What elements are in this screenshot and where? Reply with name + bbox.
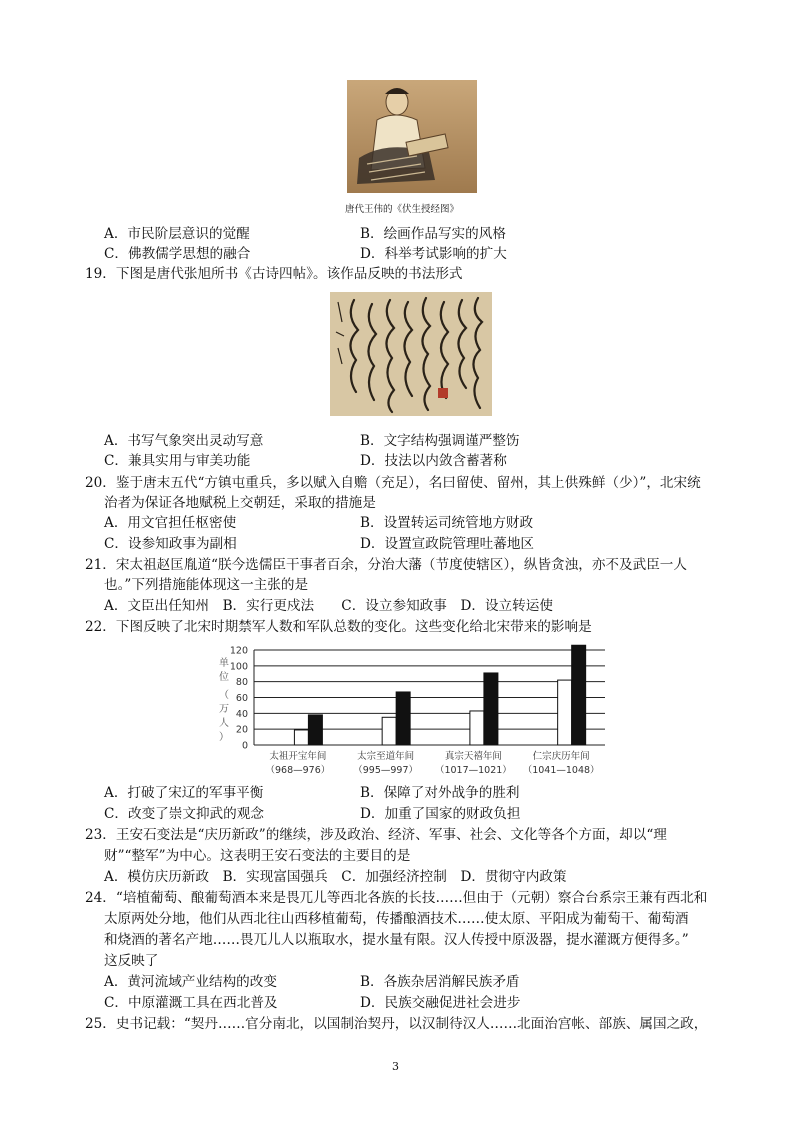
category-label-2: 真宗天禧年间 (444, 751, 502, 762)
category-years-2: （1017—1021） (434, 765, 512, 776)
ytick-label-5: 100 (229, 661, 248, 673)
q24-stem-line3: 和烧酒的著名产地……畏兀儿人以瓶取水，提水量有限。汉人传授中原汲器，提水灌溉方便得多。” (104, 932, 689, 948)
ytick-label-4: 80 (235, 677, 248, 689)
q19-stem: 19．下图是唐代张旭所书《古诗四帖》。该作品反映的书法形式 (85, 266, 463, 282)
category-label-3: 仁宗庆历年间 (532, 751, 590, 762)
painting-caption: 唐代王伟的《伏生授经图》 (345, 204, 460, 215)
q24-option-a: A．黄河流域产业结构的改变 (104, 974, 277, 990)
q20-option-b: B．设置转运司统管地方财政 (360, 515, 534, 531)
bar-series1-1 (396, 692, 410, 745)
q24-stem-line4: 这反映了 (104, 953, 159, 969)
q20-stem-line2: 治者为保证各地赋税上交朝廷，采取的措施是 (104, 495, 376, 511)
category-years-3: （1041—1048） (522, 765, 600, 776)
chart-ylabel-line2: 位 (219, 672, 229, 683)
q24-stem-line1: 24．“培植葡萄、酿葡萄酒本来是畏兀儿等西北各族的长技……但由于（元朝）察合台系宗王兼有西北和 (85, 890, 708, 906)
bar-series0-2 (470, 711, 484, 745)
q25-stem-line1: 25．史书记载：“契丹……官分南北，以国制治契丹，以汉制待汉人……北面治宫帐、部族、属国之政， (85, 1016, 708, 1032)
bar-series1-2 (484, 673, 498, 745)
q22-option-a: A．打破了宋辽的军事平衡 (104, 785, 264, 801)
q24-option-d: D．民族交融促进社会进步 (360, 995, 521, 1011)
bar-series0-0 (294, 730, 308, 745)
q24-option-c: C．中原灌溉工具在西北普及 (104, 995, 278, 1011)
q22-option-b: B．保障了对外战争的胜利 (360, 785, 520, 801)
q19-option-d: D．技法以内敛含蓄著称 (360, 453, 507, 469)
q22-option-d: D．加重了国家的财政负担 (360, 806, 521, 822)
ytick-label-6: 120 (229, 645, 248, 657)
bar-series0-1 (382, 717, 396, 745)
troops-bar-chart (210, 640, 610, 780)
q21-stem-line2: 也。”下列措施能体现这一主张的是 (104, 577, 309, 593)
q24-stem-line2: 太原两处分地，他们从西北往山西移植葡萄，传播酿酒技术……使太原、平阳成为葡萄干、葡萄酒 (104, 911, 689, 927)
bar-series1-0 (308, 715, 322, 745)
q21-stem-line1: 21．宋太祖赵匡胤道“朕今选儒臣干事者百余，分治大藩（节度使辖区），纵皆贪浊，亦不及武臣一人 (85, 557, 687, 573)
q18-option-b: B．绘画作品写实的风格 (360, 226, 506, 242)
bar-series0-3 (558, 680, 572, 745)
ytick-label-3: 60 (235, 693, 248, 704)
category-years-1: （995—997） (353, 765, 419, 776)
chart-ylabel-line4: 万 (219, 704, 229, 715)
ytick-label-1: 20 (235, 724, 248, 736)
ytick-label-2: 40 (235, 708, 248, 720)
q19-option-a: A．书写气象突出灵动写意 (104, 433, 264, 449)
bar-series1-3 (572, 645, 586, 745)
q23-options: A．模仿庆历新政 B．实现富国强兵 C．加强经济控制 D．贯彻守内政策 (104, 869, 567, 885)
q22-stem: 22．下图反映了北宋时期禁军人数和军队总数的变化。这些变化给北宋带来的影响是 (85, 619, 592, 635)
q20-stem-line1: 20．鉴于唐末五代“方镇屯重兵，多以赋入自赡（充足），名曰留使、留州，其上供殊鲜（少）”，北宋统 (85, 475, 701, 491)
q23-stem-line2: 财”“整军”为中心。这表明王安石变法的主要目的是 (104, 848, 411, 864)
q18-option-a: A．市民阶层意识的觉醒 (104, 226, 250, 242)
fusheng-painting-image (347, 80, 477, 193)
q18-option-d: D．科举考试影响的扩大 (360, 246, 507, 262)
q20-option-d: D．设置宣政院管理吐蕃地区 (360, 536, 535, 552)
q18-option-c: C．佛教儒学思想的融合 (104, 246, 251, 262)
q20-option-c: C．设参知政事为副相 (104, 536, 237, 552)
q19-option-b: B．文字结构强调谨严整饬 (360, 433, 520, 449)
chart-ylabel-line6: ） (219, 732, 229, 743)
category-label-0: 太祖开宝年间 (269, 751, 327, 762)
category-label-1: 太宗至道年间 (357, 751, 415, 762)
page-number: 3 (392, 1060, 399, 1073)
q21-options: A．文臣出任知州 B．实行更戍法 C．设立参知政事 D．设立转运使 (104, 598, 553, 614)
q20-option-a: A．用文官担任枢密使 (104, 515, 237, 531)
q22-option-c: C．改变了崇文抑武的观念 (104, 806, 264, 822)
category-years-0: （968—976） (265, 765, 331, 776)
calligraphy-image (330, 292, 492, 416)
q19-option-c: C．兼具实用与审美功能 (104, 453, 251, 469)
chart-ylabel-line5: 人 (219, 718, 229, 729)
q23-stem-line1: 23．王安石变法是“庆历新政”的继续，涉及政治、经济、军事、社会、文化等各个方面，却以“理 (85, 827, 667, 843)
chart-ylabel-line3: （ (219, 690, 229, 701)
chart-ylabel-line1: 单 (219, 658, 229, 669)
q24-option-b: B．各族杂居消解民族矛盾 (360, 974, 520, 990)
ytick-label-0: 0 (241, 740, 248, 752)
